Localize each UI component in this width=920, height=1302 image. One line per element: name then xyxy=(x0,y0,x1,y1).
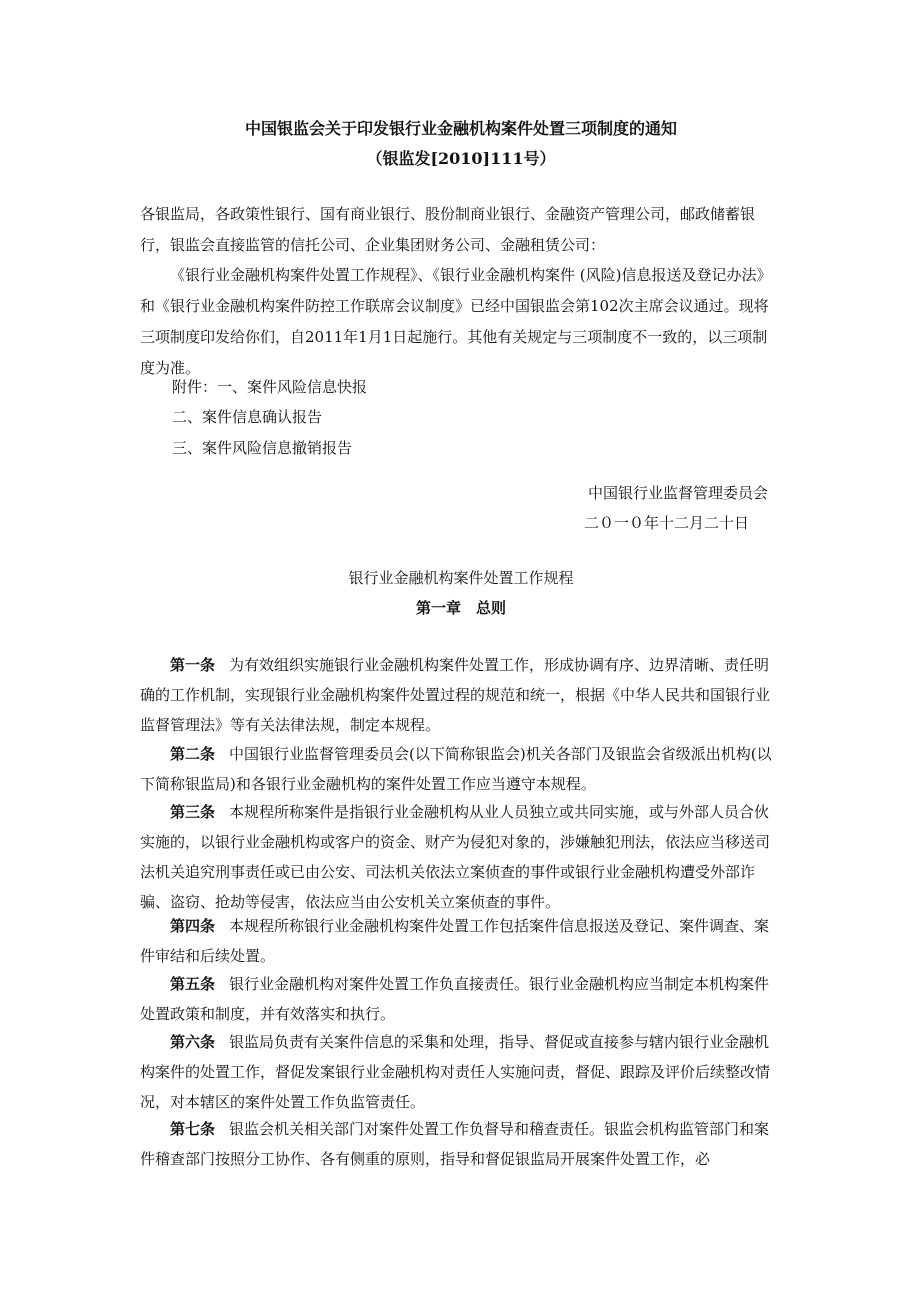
article-4 xyxy=(140,911,782,971)
article-number: 第七条 xyxy=(170,1120,216,1138)
chapter-heading: 第一章 总则 xyxy=(415,599,506,617)
notice-title: 中国银监会关于印发银行业金融机构案件处置三项制度的通知 xyxy=(244,119,677,138)
rules-title: 银行业金融机构案件处置工作规程 xyxy=(348,569,574,587)
article-text: 银行业金融机构对案件处置工作负直接责任。银行业金融机构应当制定本机构案件处置政策和制度，并有效落实和执行。 xyxy=(140,975,770,1023)
signatory: 中国银行业监督管理委员会 xyxy=(588,484,769,502)
article-text: 银监会机关相关部门对案件处置工作负督导和稽查责任。银监会机构监管部门和案件稽查部门按照分工协作、各有侧重的原则，指导和督促银监局开展案件处置工作，必 xyxy=(140,1120,770,1168)
article-text: 本规程所称案件是指银行业金融机构从业人员独立或共同实施，或与外部人员合伙实施的，以银行业金融机构或客户的资金、财产为侵犯对象的，涉嫌触犯刑法，依法应当移送司法机关追究刑事责任或已由公安、司法机关依法立案侦查的事件或银行业金融机构遭受外部诈骗、盗窃、抢劫等侵害，依法应当由公安机关立案侦查的事件。 xyxy=(140,803,771,911)
article-number: 第一条 xyxy=(170,656,216,674)
article-7 xyxy=(140,1114,782,1174)
article-6 xyxy=(140,1027,782,1117)
article-number: 第五条 xyxy=(170,975,216,993)
article-text: 中国银行业监督管理委员会(以下简称银监会)机关各部门及银监会省级派出机构(以下简称银监局)和各银行业金融机构的案件处置工作应当遵守本规程。 xyxy=(140,745,772,793)
notice-addressee: 各银监局，各政策性银行、国有商业银行、股份制商业银行、金融资产管理公司，邮政储蓄银行，银监会直接监管的信托公司、企业集团财务公司、金融租赁公司： xyxy=(140,205,756,254)
article-text: 本规程所称银行业金融机构案件处置工作包括案件信息报送及登记、案件调查、案件审结和后续处置。 xyxy=(140,917,770,965)
article-5 xyxy=(140,969,782,1029)
article-number: 第四条 xyxy=(170,917,216,935)
article-text: 银监局负责有关案件信息的采集和处理，指导、督促或直接参与辖内银行业金融机构案件的处置工作，督促发案银行业金融机构对责任人实施问责，督促、跟踪及评价后续整改情况，对本辖区的案件处置工作负监管责任。 xyxy=(140,1033,771,1111)
attachment-item-3: 三、案件风险信息撤销报告 xyxy=(172,439,353,457)
article-3 xyxy=(140,797,782,917)
article-2 xyxy=(140,739,782,799)
article-number: 第六条 xyxy=(170,1033,216,1051)
attachment-item-1: 附件：一、案件风险信息快报 xyxy=(172,378,368,396)
article-number: 第二条 xyxy=(170,745,216,763)
signature-date: 二０一０年十二月二十日 xyxy=(584,514,750,532)
attachment-item-2: 二、案件信息确认报告 xyxy=(172,408,323,426)
article-1 xyxy=(140,650,782,740)
notice-body: 《银行业金融机构案件处置工作规程》、《银行业金融机构案件 (风险)信息报送及登记办法》和《银行业金融机构案件防控工作联席会议制度》已经中国银监会第102次主席会议通过。现将三项制度印发给你们，自2011年1月1日起施行。其他有关规定与三项制度不一致的，以三项制度为准。 xyxy=(140,266,772,377)
article-number: 第三条 xyxy=(170,803,216,821)
notice-doc-number: （银监发[2010]111号） xyxy=(366,149,556,168)
article-text: 为有效组织实施银行业金融机构案件处置工作，形成协调有序、边界清晰、责任明确的工作机制，实现银行业金融机构案件处置过程的规范和统一，根据《中华人民共和国银行业监督管理法》等有关法律法规，制定本规程。 xyxy=(140,656,771,734)
